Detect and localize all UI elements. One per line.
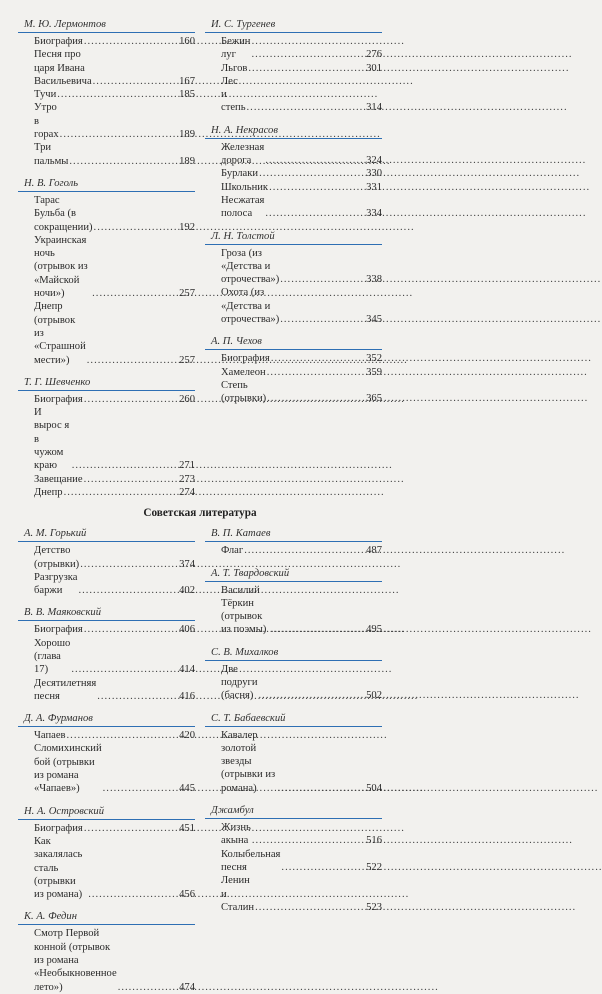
toc-entry: [221, 352, 382, 365]
dot-leader: [80, 558, 178, 571]
author-section: [205, 124, 382, 221]
toc-entry: [221, 366, 382, 379]
toc-entry: [34, 300, 195, 366]
entry-title: Льгов: [221, 62, 248, 74]
page-number: 414: [179, 664, 195, 676]
author-name: А. М. Горький: [18, 527, 195, 542]
entry-title: Несжатая полоса: [221, 194, 265, 220]
entry-title: Железная дорога: [221, 141, 265, 167]
toc-entry: [221, 181, 382, 194]
entry-title: Тучи: [34, 89, 57, 101]
page-number: 273: [179, 473, 195, 485]
page-number: 522: [366, 861, 382, 873]
page-number: 260: [179, 393, 195, 405]
page-number: 274: [179, 486, 195, 498]
page-number: 301: [366, 62, 382, 74]
toc-entry: [34, 35, 195, 48]
entry-title: Биография: [34, 822, 83, 834]
page-number: 523: [366, 901, 382, 913]
author-name: Т. Г. Шевченко: [18, 376, 195, 391]
entry-title: Тарас Бульба (в сокращении): [34, 194, 93, 233]
entry-list: [205, 247, 382, 327]
page-number: 359: [366, 366, 382, 378]
toc-entry: [34, 742, 195, 795]
entry-list: [18, 623, 195, 703]
toc-entry: [34, 473, 195, 486]
entry-list: [205, 663, 382, 703]
entry-title: Чапаев: [34, 730, 66, 742]
page-number: 331: [366, 181, 382, 193]
entry-title: Хорошо (глава 17): [34, 637, 71, 676]
toc-entry: [34, 544, 195, 571]
dot-leader: [60, 128, 178, 141]
dot-leader: [269, 181, 365, 194]
page-number: 416: [179, 690, 195, 702]
page-number: 352: [366, 353, 382, 365]
author-section: [205, 712, 382, 795]
entry-title: Биография: [221, 353, 270, 365]
toc-entry: [34, 822, 195, 835]
entry-title: Утро в горах: [34, 102, 59, 141]
author-section: [18, 712, 195, 795]
entry-title: Школьник: [221, 181, 269, 193]
dot-leader: [265, 207, 365, 220]
dot-leader: [84, 473, 179, 486]
entry-list: [18, 927, 195, 993]
author-section: [205, 18, 382, 115]
entry-title: Бежин луг: [221, 36, 251, 61]
dot-leader: [92, 287, 178, 300]
dot-leader: [259, 689, 366, 702]
section-heading: Советская литература: [143, 507, 257, 520]
page-number: 257: [179, 354, 195, 366]
entry-title: Степь (отрывки): [221, 379, 267, 405]
toc-entry: [34, 927, 195, 993]
entry-title: Две подруги (басня): [221, 663, 258, 702]
entry-list: [18, 729, 195, 795]
toc-entry: [34, 835, 195, 901]
page-number: 504: [366, 782, 382, 794]
dot-leader: [69, 155, 178, 168]
entry-list: [18, 822, 195, 902]
author-name: В. П. Катаев: [205, 527, 382, 542]
page-number: 502: [366, 690, 382, 702]
toc-column-left: [18, 18, 195, 499]
toc-entry: [221, 35, 382, 62]
toc-entry: [34, 393, 195, 406]
author-section: [205, 567, 382, 637]
dot-leader: [267, 366, 365, 379]
page-number: 324: [366, 155, 382, 167]
page-number: 167: [179, 75, 195, 87]
dot-leader: [103, 782, 178, 795]
dot-leader: [281, 861, 365, 874]
dot-leader: [267, 392, 365, 405]
entry-list: [205, 584, 382, 637]
author-name: А. Т. Твардовский: [205, 567, 382, 582]
entry-list: [205, 35, 382, 115]
toc-entry: [221, 848, 382, 875]
toc-entry: [34, 729, 195, 742]
author-name: К. А. Федин: [18, 910, 195, 925]
entry-title: И вырос я в чужом краю: [34, 407, 70, 472]
entry-list: [205, 729, 382, 795]
author-section: [18, 805, 195, 902]
entry-title: Смотр Первой конной (отрывок из романа «Необыкновенное лето»): [34, 928, 117, 993]
entry-list: [205, 821, 382, 914]
toc-entry: [221, 544, 382, 557]
entry-title: Бурлаки: [221, 168, 259, 180]
author-section: [18, 527, 195, 597]
toc-entry: [34, 101, 195, 141]
page-number: 330: [366, 168, 382, 180]
author-name: С. В. Михалков: [205, 646, 382, 661]
page-number: 189: [179, 129, 195, 141]
page-number: 192: [179, 221, 195, 233]
toc-bottom-columns: [18, 527, 382, 994]
toc-entry: [34, 571, 195, 598]
entry-title: Три пальмы: [34, 142, 69, 167]
page-number: 189: [179, 155, 195, 167]
toc-column-right: [205, 18, 382, 499]
entry-title: Как закалялась сталь (отрывки из романа): [34, 835, 83, 901]
dot-leader: [244, 544, 365, 557]
toc-entry: [221, 167, 382, 180]
toc-column-right: [205, 527, 382, 994]
dot-leader: [252, 834, 365, 847]
entry-list: [18, 544, 195, 597]
toc-entry: [221, 62, 382, 75]
entry-title: Завещание: [34, 473, 83, 485]
entry-title: Песня про царя Ивана Васильевича: [34, 49, 92, 87]
toc-entry: [221, 729, 382, 795]
author-section: [18, 177, 195, 367]
dot-leader: [280, 273, 365, 286]
toc-entry: [221, 141, 382, 168]
author-section: [205, 335, 382, 405]
entry-title: Жизнь акына: [221, 822, 251, 847]
author-name: В. В. Маяковский: [18, 606, 195, 621]
entry-title: Кавалер золотой звезды (отрывки из романа): [221, 729, 276, 794]
entry-title: Гроза (из «Детства и отрочества»): [221, 247, 280, 286]
page-number: 257: [179, 288, 195, 300]
entry-title: Разгрузка баржи: [34, 571, 78, 597]
author-name: Н. В. Гоголь: [18, 177, 195, 192]
dot-leader: [94, 221, 179, 234]
author-name: Н. А. Островский: [18, 805, 195, 820]
dot-leader: [247, 101, 366, 114]
page-number: 445: [179, 783, 195, 795]
dot-leader: [280, 313, 365, 326]
entry-title: Украинская ночь (отрывок из «Майской ночи»): [34, 234, 88, 300]
dot-leader: [271, 623, 365, 636]
toc-entry: [221, 247, 382, 287]
entry-title: Хамелеон: [221, 366, 266, 378]
page-number: 487: [366, 545, 382, 557]
entry-title: Василий Тёркин (отрывок из поэмы): [221, 584, 267, 636]
entry-title: Сломихинский бой (отрывки из романа «Чапаев»): [34, 743, 102, 795]
toc-entry: [221, 379, 382, 406]
author-name: С. Т. Бабаевский: [205, 712, 382, 727]
author-section: [205, 527, 382, 557]
page-number: 420: [179, 730, 195, 742]
dot-leader: [277, 782, 365, 795]
dot-leader: [87, 354, 178, 367]
toc-entry: [34, 623, 195, 636]
dot-leader: [64, 486, 179, 499]
dot-leader: [259, 167, 365, 180]
page-number: 516: [366, 835, 382, 847]
entry-title: Колыбельная песня: [221, 848, 281, 873]
entry-title: Днепр: [34, 486, 63, 498]
entry-title: Днепр (отрывок из «Страшной мести»): [34, 301, 86, 366]
dot-leader: [251, 48, 365, 61]
page-number: 402: [179, 585, 195, 597]
author-section: [18, 606, 195, 703]
entry-title: Биография: [34, 36, 83, 47]
page-number: 374: [179, 558, 195, 570]
entry-list: [205, 352, 382, 405]
author-name: Джамбул: [205, 804, 382, 819]
dot-leader: [78, 584, 178, 597]
author-section: [18, 376, 195, 499]
page-number: 406: [179, 624, 195, 636]
page-number: 495: [366, 624, 382, 636]
entry-title: Биография: [34, 624, 83, 636]
page-number: 474: [179, 981, 195, 993]
toc-entry: [34, 406, 195, 472]
toc-entry: [221, 584, 382, 637]
page-number: 338: [366, 274, 382, 286]
toc-entry: [221, 194, 382, 221]
dot-leader: [84, 623, 178, 636]
author-name: А. П. Чехов: [205, 335, 382, 350]
dot-leader: [88, 888, 178, 901]
page-number: 365: [366, 393, 382, 405]
toc-entry: [34, 486, 195, 499]
dot-leader: [255, 901, 365, 914]
author-name: Н. А. Некрасов: [205, 124, 382, 139]
page-number: 334: [366, 208, 382, 220]
author-section: [18, 910, 195, 993]
entry-list: [18, 35, 195, 168]
page-number: 271: [179, 460, 195, 472]
page-number: 160: [179, 36, 195, 47]
entry-title: Лес и степь: [221, 75, 246, 114]
page-number: 314: [366, 102, 382, 114]
author-name: Л. Н. Толстой: [205, 230, 382, 245]
toc-entry: [34, 234, 195, 300]
toc-entry: [34, 48, 195, 88]
entry-title: Охота (из «Детства и отрочества»): [221, 287, 280, 326]
table-of-contents: [18, 18, 382, 993]
dot-leader: [84, 393, 178, 406]
entry-list: [18, 393, 195, 499]
dot-leader: [84, 35, 178, 48]
toc-entry: [34, 677, 195, 704]
entry-title: Флаг: [221, 545, 244, 557]
entry-title: Детство (отрывки): [34, 545, 80, 570]
toc-entry: [221, 874, 382, 914]
author-name: Д. А. Фурманов: [18, 712, 195, 727]
dot-leader: [67, 729, 179, 742]
page-number: 276: [366, 49, 382, 61]
entry-title: Ленин и Сталин: [221, 875, 255, 913]
toc-top-columns: [18, 18, 382, 499]
dot-leader: [71, 663, 178, 676]
toc-entry: [221, 286, 382, 326]
toc-column-left: [18, 527, 195, 994]
dot-leader: [118, 981, 178, 994]
page-number: 456: [179, 889, 195, 901]
toc-entry: [34, 141, 195, 168]
author-section: [205, 646, 382, 703]
author-name: М. Ю. Лермонтов: [18, 18, 195, 33]
entry-list: [18, 194, 195, 367]
entry-title: Десятилетняя песня: [34, 677, 97, 702]
dot-leader: [72, 459, 178, 472]
toc-entry: [221, 821, 382, 848]
toc-entry: [221, 663, 382, 703]
dot-leader: [57, 88, 178, 101]
dot-leader: [265, 154, 365, 167]
dot-leader: [248, 62, 365, 75]
dot-leader: [271, 352, 365, 365]
page-number: 185: [179, 89, 195, 101]
author-section: [18, 18, 195, 168]
author-section: [205, 804, 382, 914]
entry-list: [205, 141, 382, 221]
toc-entry: [221, 75, 382, 115]
toc-entry: [34, 194, 195, 234]
author-name: И. С. Тургенев: [205, 18, 382, 33]
entry-list: [205, 544, 382, 557]
dot-leader: [84, 822, 178, 835]
page-number: 451: [179, 822, 195, 834]
dot-leader: [93, 75, 178, 88]
toc-entry: [34, 88, 195, 101]
page-number: 345: [366, 314, 382, 326]
entry-title: Биография: [34, 393, 83, 405]
toc-entry: [34, 637, 195, 677]
dot-leader: [97, 690, 178, 703]
author-section: [205, 230, 382, 327]
